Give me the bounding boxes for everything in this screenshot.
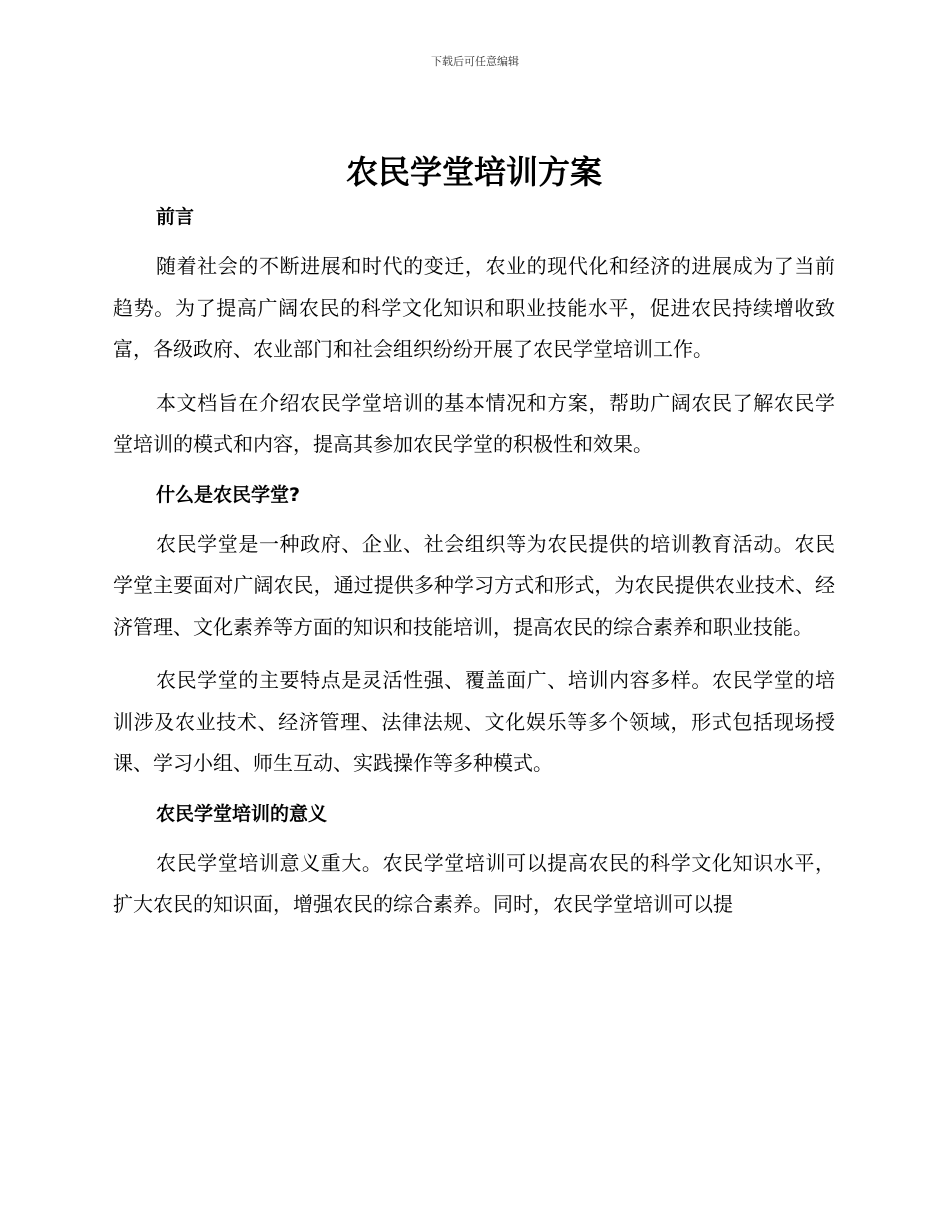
section-what-is <box>113 478 835 785</box>
section-significance <box>113 797 835 926</box>
paragraph: 本文档旨在介绍农民学堂培训的基本情况和方案，帮助广阔农民了解农民学堂培训的模式和内容，提高其参加农民学堂的积极性和效果。 <box>113 390 835 456</box>
paragraph: 农民学堂的主要特点是灵活性强、覆盖面广、培训内容多样。农民学堂的培训涉及农业技术、经济管理、法律法规、文化娱乐等多个领域，形式包括现场授课、学习小组、师生互动、实践操作等多种模式。 <box>113 668 835 775</box>
paragraph: 农民学堂培训意义重大。农民学堂培训可以提高农民的科学文化知识水平，扩大农民的知识面，增强农民的综合素养。同时，农民学堂培训可以提 <box>113 850 835 916</box>
paragraph: 随着社会的不断进展和时代的变迁，农业的现代化和经济的进展成为了当前趋势。为了提高广阔农民的科学文化知识和职业技能水平，促进农民持续增收致富，各级政府、农业部门和社会组织纷纷开展了农民学堂培训工作。 <box>113 254 835 361</box>
section-heading: 前言 <box>156 206 195 228</box>
document-body <box>113 146 835 938</box>
section-heading: 农民学堂培训的意义 <box>156 802 328 825</box>
paragraph: 农民学堂是一种政府、企业、社会组织等为农民提供的培训教育活动。农民学堂主要面对广阔农民，通过提供多种学习方式和形式，为农民提供农业技术、经济管理、文化素养等方面的知识和技能培训，提高农民的综合素养和职业技能。 <box>113 531 835 639</box>
section-preface <box>113 200 835 466</box>
page-header-note: 下载后可任意编辑 <box>431 55 519 68</box>
document-title: 农民学堂培训方案 <box>345 153 602 191</box>
section-heading: 什么是农民学堂? <box>156 483 301 506</box>
